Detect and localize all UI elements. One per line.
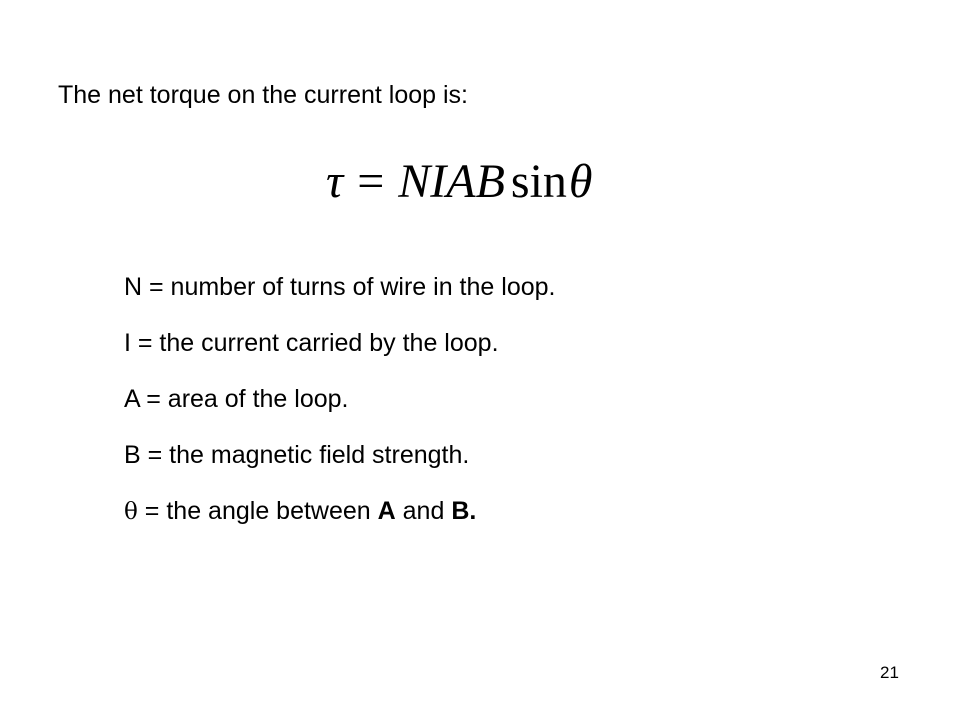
torque-equation (326, 152, 593, 212)
intro-text: The net torque on the current loop is: (58, 81, 468, 109)
definition-b: B = the magnetic field strength. (124, 441, 470, 469)
definition-i: I = the current carried by the loop. (124, 329, 499, 357)
bold-a: A (377, 497, 396, 525)
bold-b: B. (451, 497, 477, 525)
equation-variables: NIAB (398, 155, 505, 208)
definition-theta-prefix: = the angle between (137, 497, 378, 525)
equation-tau: τ (326, 155, 344, 208)
equation-theta: θ (568, 155, 593, 208)
definition-n: N = number of turns of wire in the loop. (124, 273, 556, 301)
definition-a: A = area of the loop. (124, 385, 349, 413)
definition-theta (124, 494, 555, 550)
equation-equals: = (357, 155, 385, 208)
definition-theta-mid: and (395, 497, 452, 525)
equation-sin: sin (510, 155, 567, 208)
definitions-list (124, 270, 555, 550)
theta-symbol: θ (124, 499, 138, 525)
page-number: 21 (880, 663, 899, 682)
